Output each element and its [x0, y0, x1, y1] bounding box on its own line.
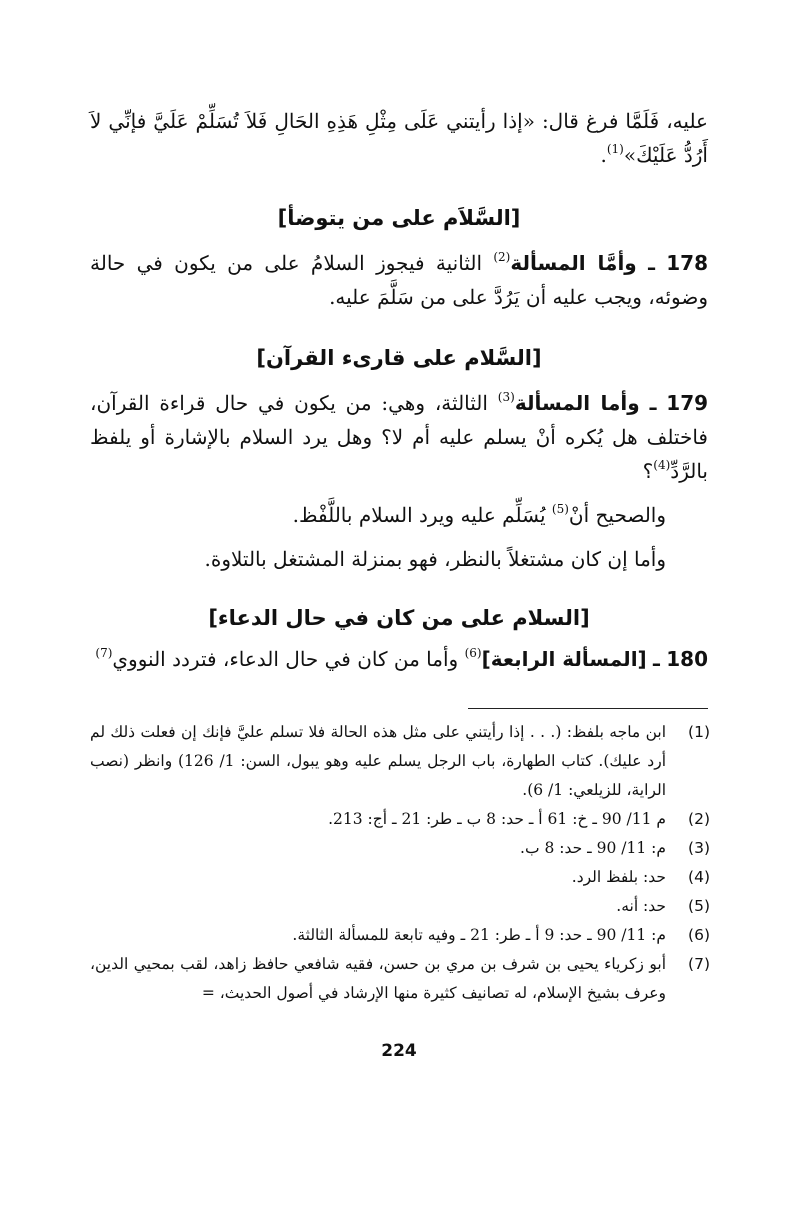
paragraph-text: والصحيح أنْ — [568, 503, 666, 527]
footnote-text: حد: أنه. — [616, 897, 666, 915]
footnote-ref: (4) — [653, 458, 671, 472]
issue-label: وأما المسألة — [514, 391, 640, 415]
footnote-ref: (5) — [551, 502, 569, 516]
dash: ـ — [648, 251, 655, 275]
issue-label: وأمَّا المسألة — [510, 251, 637, 275]
footnote-item — [90, 950, 710, 1008]
footnote-text: ابن ماجه بلفظ: (. . . إذا رأيتني على مثل هذه الحالة فلا تسلم عليَّ فإنك إن فعلت ذلك لم أرد عليك). كتاب الطهارة، باب الرجل يسلم عليه وهو يبول، السن: 1/ 126) وانظر (نصب الراية، للزيلعي: 1/ 6). — [90, 723, 667, 799]
footnote-text: م: 11/ 90 ـ حد: 9 أ ـ طر: 21 ـ وفيه تابعة للمسألة الثالثة. — [292, 926, 666, 944]
paragraph-text: عليه، فَلَمَّا فرغ قال: «إذا رأيتني عَلَى مِثْلِ هَذِهِ الحَالِ فَلاَ تُسَلِّمْ عَلَيَّ فإنِّي لاَ أَرُدُّ عَلَيْكَ» — [90, 109, 708, 167]
footnote-number: (1) — [688, 723, 710, 741]
footnote-number: (7) — [688, 955, 710, 973]
paragraph-180 — [90, 642, 708, 676]
issue-number: 179 — [666, 391, 709, 415]
paragraph-text: وأما من كان في حال الدعاء، فتردد النووي — [112, 647, 459, 671]
paragraph-text: الثالثة، وهي: من يكون في حال قراءة القرآن، فاختلف هل يُكره أنْ يسلم عليه أم لا؟ وهل يرد السلام بالإشارة أو يلفظ بالرَّدِّ — [90, 391, 708, 483]
dash: ـ — [653, 647, 660, 671]
footnote-item — [90, 863, 710, 892]
footnote-text: أبو زكرياء يحيى بن شرف بن مري بن حسن، فقيه شافعي حافظ زاهد، لقب بمحيي الدين، وعرف بشيخ الإسلام، له تصانيف كثيرة منها الإرشاد في أصول الحديث، = — [90, 955, 666, 1002]
page-number: 224 — [381, 1041, 417, 1061]
paragraph-end: ؟ — [642, 459, 654, 483]
footnote-item — [90, 805, 710, 834]
page-body — [90, 104, 708, 676]
footnote-number: (5) — [688, 897, 710, 915]
footnote-ref: (1) — [606, 142, 624, 156]
footnote-text: م 11/ 90 ـ خ: 61 أ ـ حد: 8 ب ـ طر: 21 ـ أج: 213. — [328, 810, 666, 828]
footnote-ref: (7) — [95, 646, 113, 660]
footnote-item — [90, 892, 710, 921]
footnote-number: (3) — [688, 839, 710, 857]
paragraph-text: يُسَلِّم عليه ويرد السلام باللَّفْظ. — [292, 503, 546, 527]
footnote-item — [90, 921, 710, 950]
footnote-divider — [468, 708, 708, 709]
issue-number: 180 — [666, 647, 708, 671]
footnote-ref: (2) — [493, 250, 511, 264]
paragraph-amma: وأما إن كان مشتغلاً بالنظر، فهو بمنزلة المشتغل بالتلاوة. — [204, 547, 666, 571]
paragraph-continuation — [90, 104, 708, 172]
paragraph-sahih — [90, 498, 708, 532]
footnote-number: (2) — [688, 810, 710, 828]
footnote-text: م: 11/ 90 ـ حد: 8 ب. — [520, 839, 666, 857]
footnote-text: حد: بلفظ الرد. — [571, 868, 666, 886]
footnote-number: (6) — [688, 926, 710, 944]
footnote-ref: (3) — [497, 390, 515, 404]
section-heading: [السلام على من كان في حال الدعاء] — [208, 606, 590, 630]
section-heading: [السَّلام على قارىء القرآن] — [256, 346, 542, 370]
footnotes — [90, 718, 710, 1008]
paragraph-text: الثانية فيجوز السلامُ على من يكون في حالة وضوئه، ويجب عليه أن يَرُدَّ على من سَلَّمَ عليه. — [90, 251, 708, 309]
footnote-number: (4) — [688, 868, 710, 886]
footnote-item — [90, 834, 710, 863]
paragraph-end: . — [600, 143, 607, 167]
paragraph-178 — [90, 246, 708, 314]
section-heading: [السَّلاَم على من يتوضأ] — [277, 206, 521, 230]
issue-label: [المسألة الرابعة] — [481, 647, 647, 671]
paragraph-179 — [90, 386, 708, 488]
footnote-ref: (6) — [464, 646, 482, 660]
footnote-item — [90, 718, 710, 805]
issue-number: 178 — [666, 251, 708, 275]
dash: ـ — [649, 391, 657, 415]
